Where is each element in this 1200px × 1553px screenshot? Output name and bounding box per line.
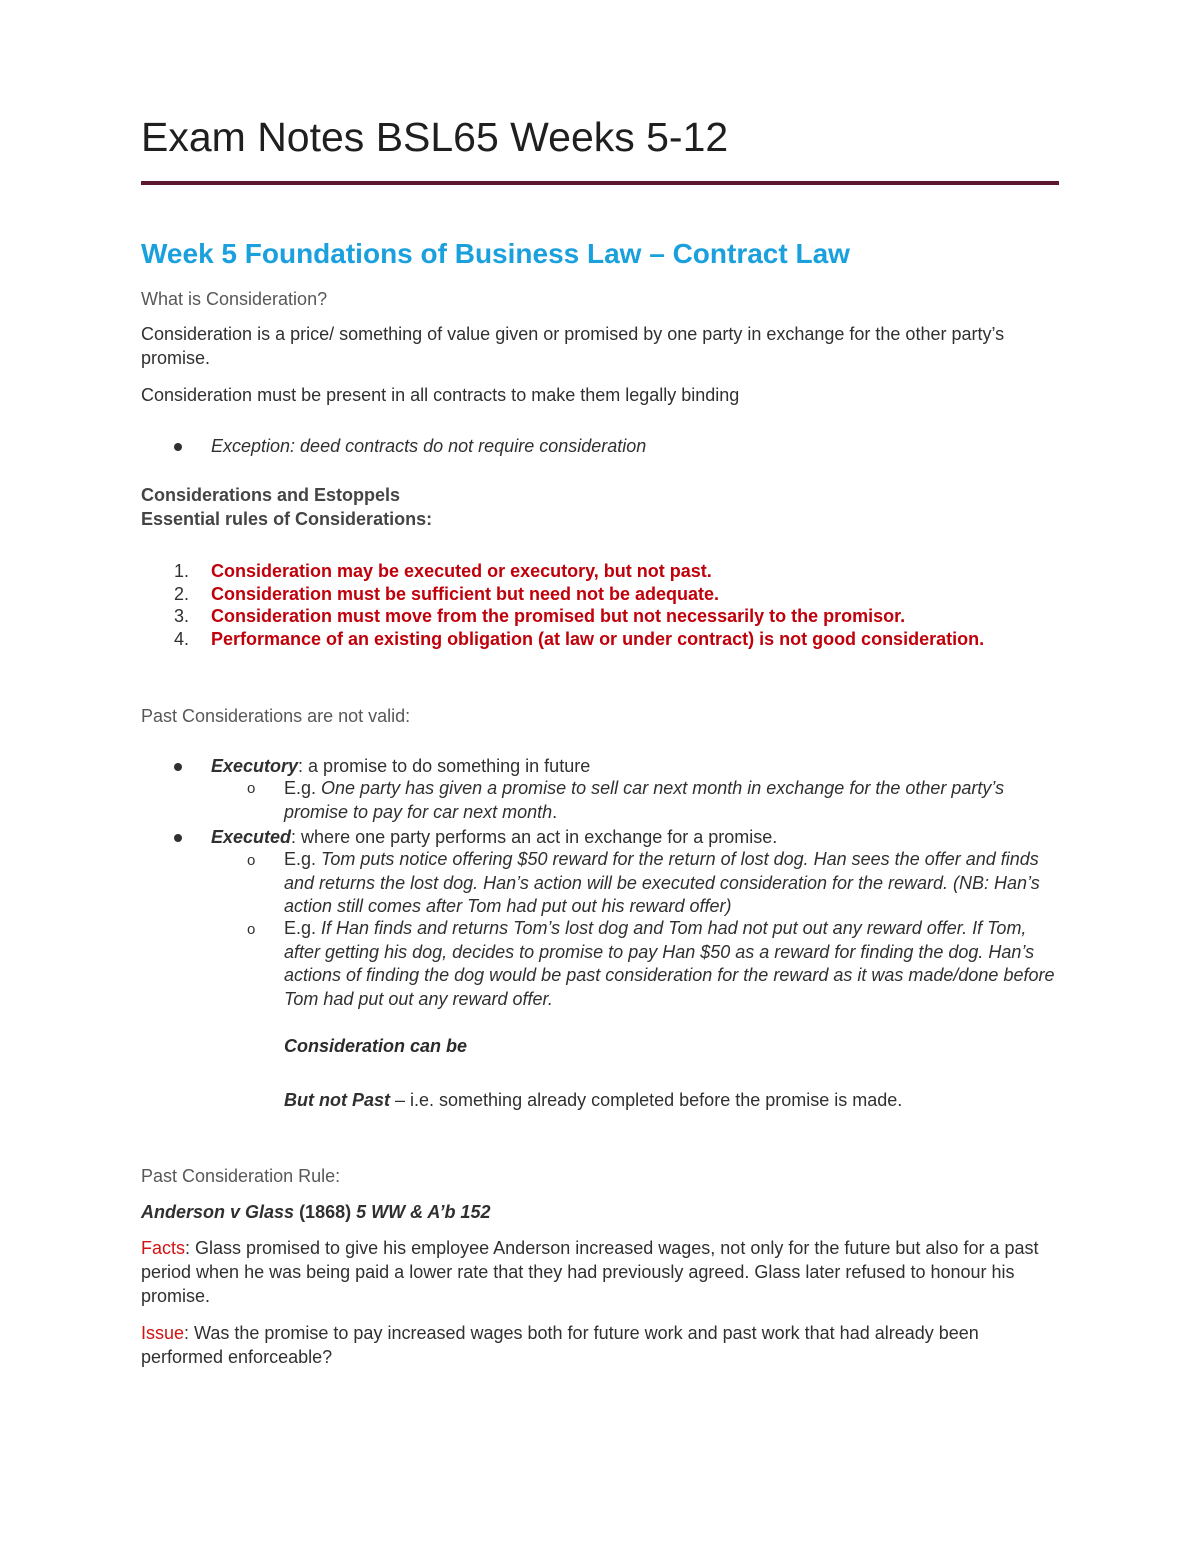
rule-number: 2. [174,584,190,604]
definition-paragraph: Consideration is a price/ something of value given or promised by one party in exchange for the other party’s promise. [141,324,1005,368]
executory-description: : a promise to do something in future [298,756,591,776]
issue-text: : Was the promise to pay increased wages both for future work and past work that had already been performed enforceable? [141,1323,979,1367]
rule-number: 4. [174,629,190,649]
rule-item: Performance of an existing obligation (at law or under contract) is not good consideration. [211,629,985,649]
facts-label: Facts [141,1238,186,1258]
issue-paragraph [141,1321,1061,1369]
case-year: (1868) [294,1202,357,1222]
heading-essential-rules: Essential rules of Considerations: [141,509,433,529]
rule-item: Consideration must be sufficient but need not be adequate. [211,584,720,604]
bullet-dot [174,834,182,842]
facts-text: : Glass promised to give his employee Anderson increased wages, not only for the future but also for a past period when he was being paid a lower rate that they had previously agreed. Glass later refused to honour his promise. [141,1238,1039,1306]
heading-considerations-estoppels: Considerations and Estoppels [141,485,401,505]
executory-example: E.g. One party has given a promise to sell car next month in exchange for the other party’s promise to pay for car next month. [284,778,1005,822]
consideration-can-be: Consideration can be [284,1036,468,1056]
past-consideration-rule-heading: Past Consideration Rule: [141,1166,341,1186]
executed-term: Executed [211,827,292,847]
bullet-dot [174,763,182,771]
document-title: Exam Notes BSL65 Weeks 5-12 [141,114,729,160]
case-citation [141,1200,490,1224]
executory-term: Executory [211,756,299,776]
question-what-is-consideration: What is Consideration? [141,289,328,309]
week-heading: Week 5 Foundations of Business Law – Contract Law [141,238,850,269]
executed-example-2: E.g. If Han finds and returns Tom’s lost dog and Tom had not put out any reward offer. If Tom, after getting his dog, decides to promise to pay Han $50 as a reward for finding the dog. Han’s actions of finding the dog would be past consideration for the reward as it was made/done before Tom had put out any reward offer. [284,918,1055,1009]
title-divider [141,181,1059,185]
must-be-present-paragraph: Consideration must be present in all contracts to make them legally binding [141,385,740,405]
sub-bullet-marker: o [247,780,256,797]
issue-label: Issue [141,1323,185,1343]
sub-bullet-marker: o [247,921,256,938]
executed-description: : where one party performs an act in exchange for a promise. [291,827,778,847]
facts-paragraph [141,1236,1051,1308]
rule-number: 1. [174,561,190,581]
exception-text: Exception: deed contracts do not require consideration [211,436,647,456]
case-cite: 5 WW & A’b 152 [356,1202,491,1222]
past-not-valid-heading: Past Considerations are not valid: [141,706,411,726]
bullet-dot [174,443,182,451]
sub-bullet-marker: o [247,852,256,869]
rule-item: Consideration must move from the promised but not necessarily to the promisor. [211,606,906,626]
rule-item: Consideration may be executed or executory, but not past. [211,561,712,581]
executed-example-1: E.g. Tom puts notice offering $50 reward for the return of lost dog. Han sees the offer and finds and returns the lost dog. Han’s action will be executed consideration for the reward. (NB: Han’s action still comes after Tom had put out his reward offer) [284,849,1040,916]
case-name: Anderson v Glass [141,1202,295,1222]
but-not-past-line: But not Past – i.e. something already completed before the promise is made. [284,1090,903,1110]
rule-number: 3. [174,606,190,626]
